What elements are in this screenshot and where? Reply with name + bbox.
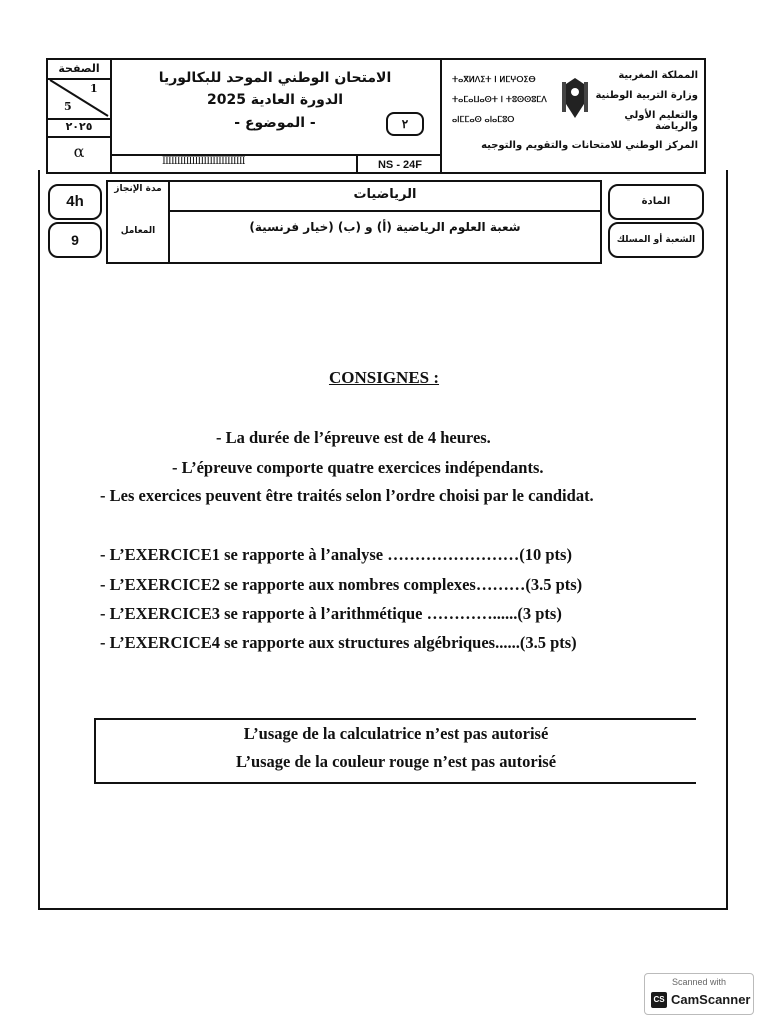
- subject-box: [106, 180, 602, 264]
- notice-box: [94, 718, 696, 784]
- ministry-name: وزارة التربية الوطنية: [595, 90, 698, 101]
- coef-value: 9: [71, 232, 79, 248]
- exercise-line: - L’EXERCICE4 se rapporte aux structures algébriques......(3.5 pts): [100, 633, 577, 652]
- coef-value-box: [48, 222, 102, 258]
- exam-code: NS - 24F: [377, 159, 422, 171]
- national-center: المركز الوطني للامتحانات والتقويم والتوجيه: [481, 140, 698, 151]
- camscanner-watermark: [644, 973, 754, 1015]
- exam-title-block: [110, 60, 442, 172]
- page-info-column: [48, 60, 112, 172]
- consigne-line: - La durée de l’épreuve est de 4 heures.: [216, 428, 491, 447]
- duration-label: مدة الإنجاز: [114, 184, 162, 194]
- camscanner-logo-icon: CS: [651, 992, 667, 1008]
- ministry-kingdom: المملكة المغربية: [618, 70, 698, 81]
- tifinagh-line-2: ⵜⴰⵎⴰⵡⴰⵙⵜ ⵏ ⵜⵓⵙⵙⵓⵎⴷ: [452, 94, 547, 104]
- consigne-line: - Les exercices peuvent être traités selon l’ordre choisi par le candidat.: [100, 486, 594, 505]
- camscanner-brand: CamScanner: [671, 992, 751, 1007]
- page-total: 5: [64, 100, 72, 113]
- scanned-with-text: Scanned with: [671, 977, 727, 987]
- notice-calculator: L’usage de la calculatrice n’est pas autorisé: [243, 724, 549, 743]
- version-number: ٢: [401, 117, 409, 131]
- matter-name: الرياضيات: [353, 187, 417, 202]
- page-diagonal: [48, 78, 110, 118]
- branch-tag: الشعبة أو المسلك: [616, 235, 696, 245]
- branch-name: شعبة العلوم الرياضية (أ) و (ب) (خيار فرنسية): [249, 220, 521, 234]
- exam-title: الامتحان الوطني الموحد للبكالوريا: [158, 70, 392, 86]
- duration-value-box: [48, 184, 102, 220]
- version-badge: [386, 112, 424, 136]
- page-number: 1: [90, 82, 98, 95]
- barcode: IIIIIIIIIIIIIIIIIIIIIIIIIIII: [162, 156, 245, 167]
- branch-tag-box: [608, 222, 704, 258]
- exercise-line: - L’EXERCICE1 se rapporte à l’analyse ……………………(10 pts): [100, 545, 572, 564]
- coat-of-arms-icon: [560, 74, 590, 122]
- matter-tag: المادة: [641, 196, 671, 207]
- exercise-line: - L’EXERCICE3 se rapporte à l’arithmétique …………......(3 pts): [100, 604, 562, 623]
- consigne-line: - L’épreuve comporte quatre exercices indépendants.: [172, 458, 544, 477]
- tifinagh-line-3: ⴰⵏⵎⵎⴰⵙ ⴰⵏⴰⵎⵓⵔ: [452, 114, 515, 124]
- page-border-bottom: [38, 908, 728, 910]
- subject-label: - الموضوع -: [234, 115, 316, 131]
- coef-label: المعامل: [120, 226, 156, 236]
- ministry-block: [442, 60, 704, 172]
- exercise-line: - L’EXERCICE2 se rapporte aux nombres complexes………(3.5 pts): [100, 575, 583, 594]
- consignes-title: CONSIGNES :: [328, 368, 440, 387]
- tifinagh-line-1: ⵜⴰⴳⵍⴷⵉⵜ ⵏ ⵍⵎⵖⵔⵉⴱ: [452, 74, 536, 84]
- page-label: الصفحة: [58, 62, 100, 75]
- matter-tag-box: [608, 184, 704, 220]
- ministry-name-2: والتعليم الأولي والرياضة: [624, 110, 698, 132]
- notice-red-color: L’usage de la couleur rouge n’est pas autorisé: [235, 752, 557, 771]
- exam-code-box: [356, 154, 442, 174]
- year-arabic: ٢٠٢٥: [65, 120, 93, 133]
- duration-value: 4h: [66, 193, 84, 210]
- alpha-symbol: α: [73, 142, 85, 161]
- exam-header: [46, 58, 706, 174]
- page-border-right: [726, 170, 728, 910]
- page-border-left: [38, 170, 40, 910]
- exam-session: الدورة العادية 2025: [206, 92, 344, 108]
